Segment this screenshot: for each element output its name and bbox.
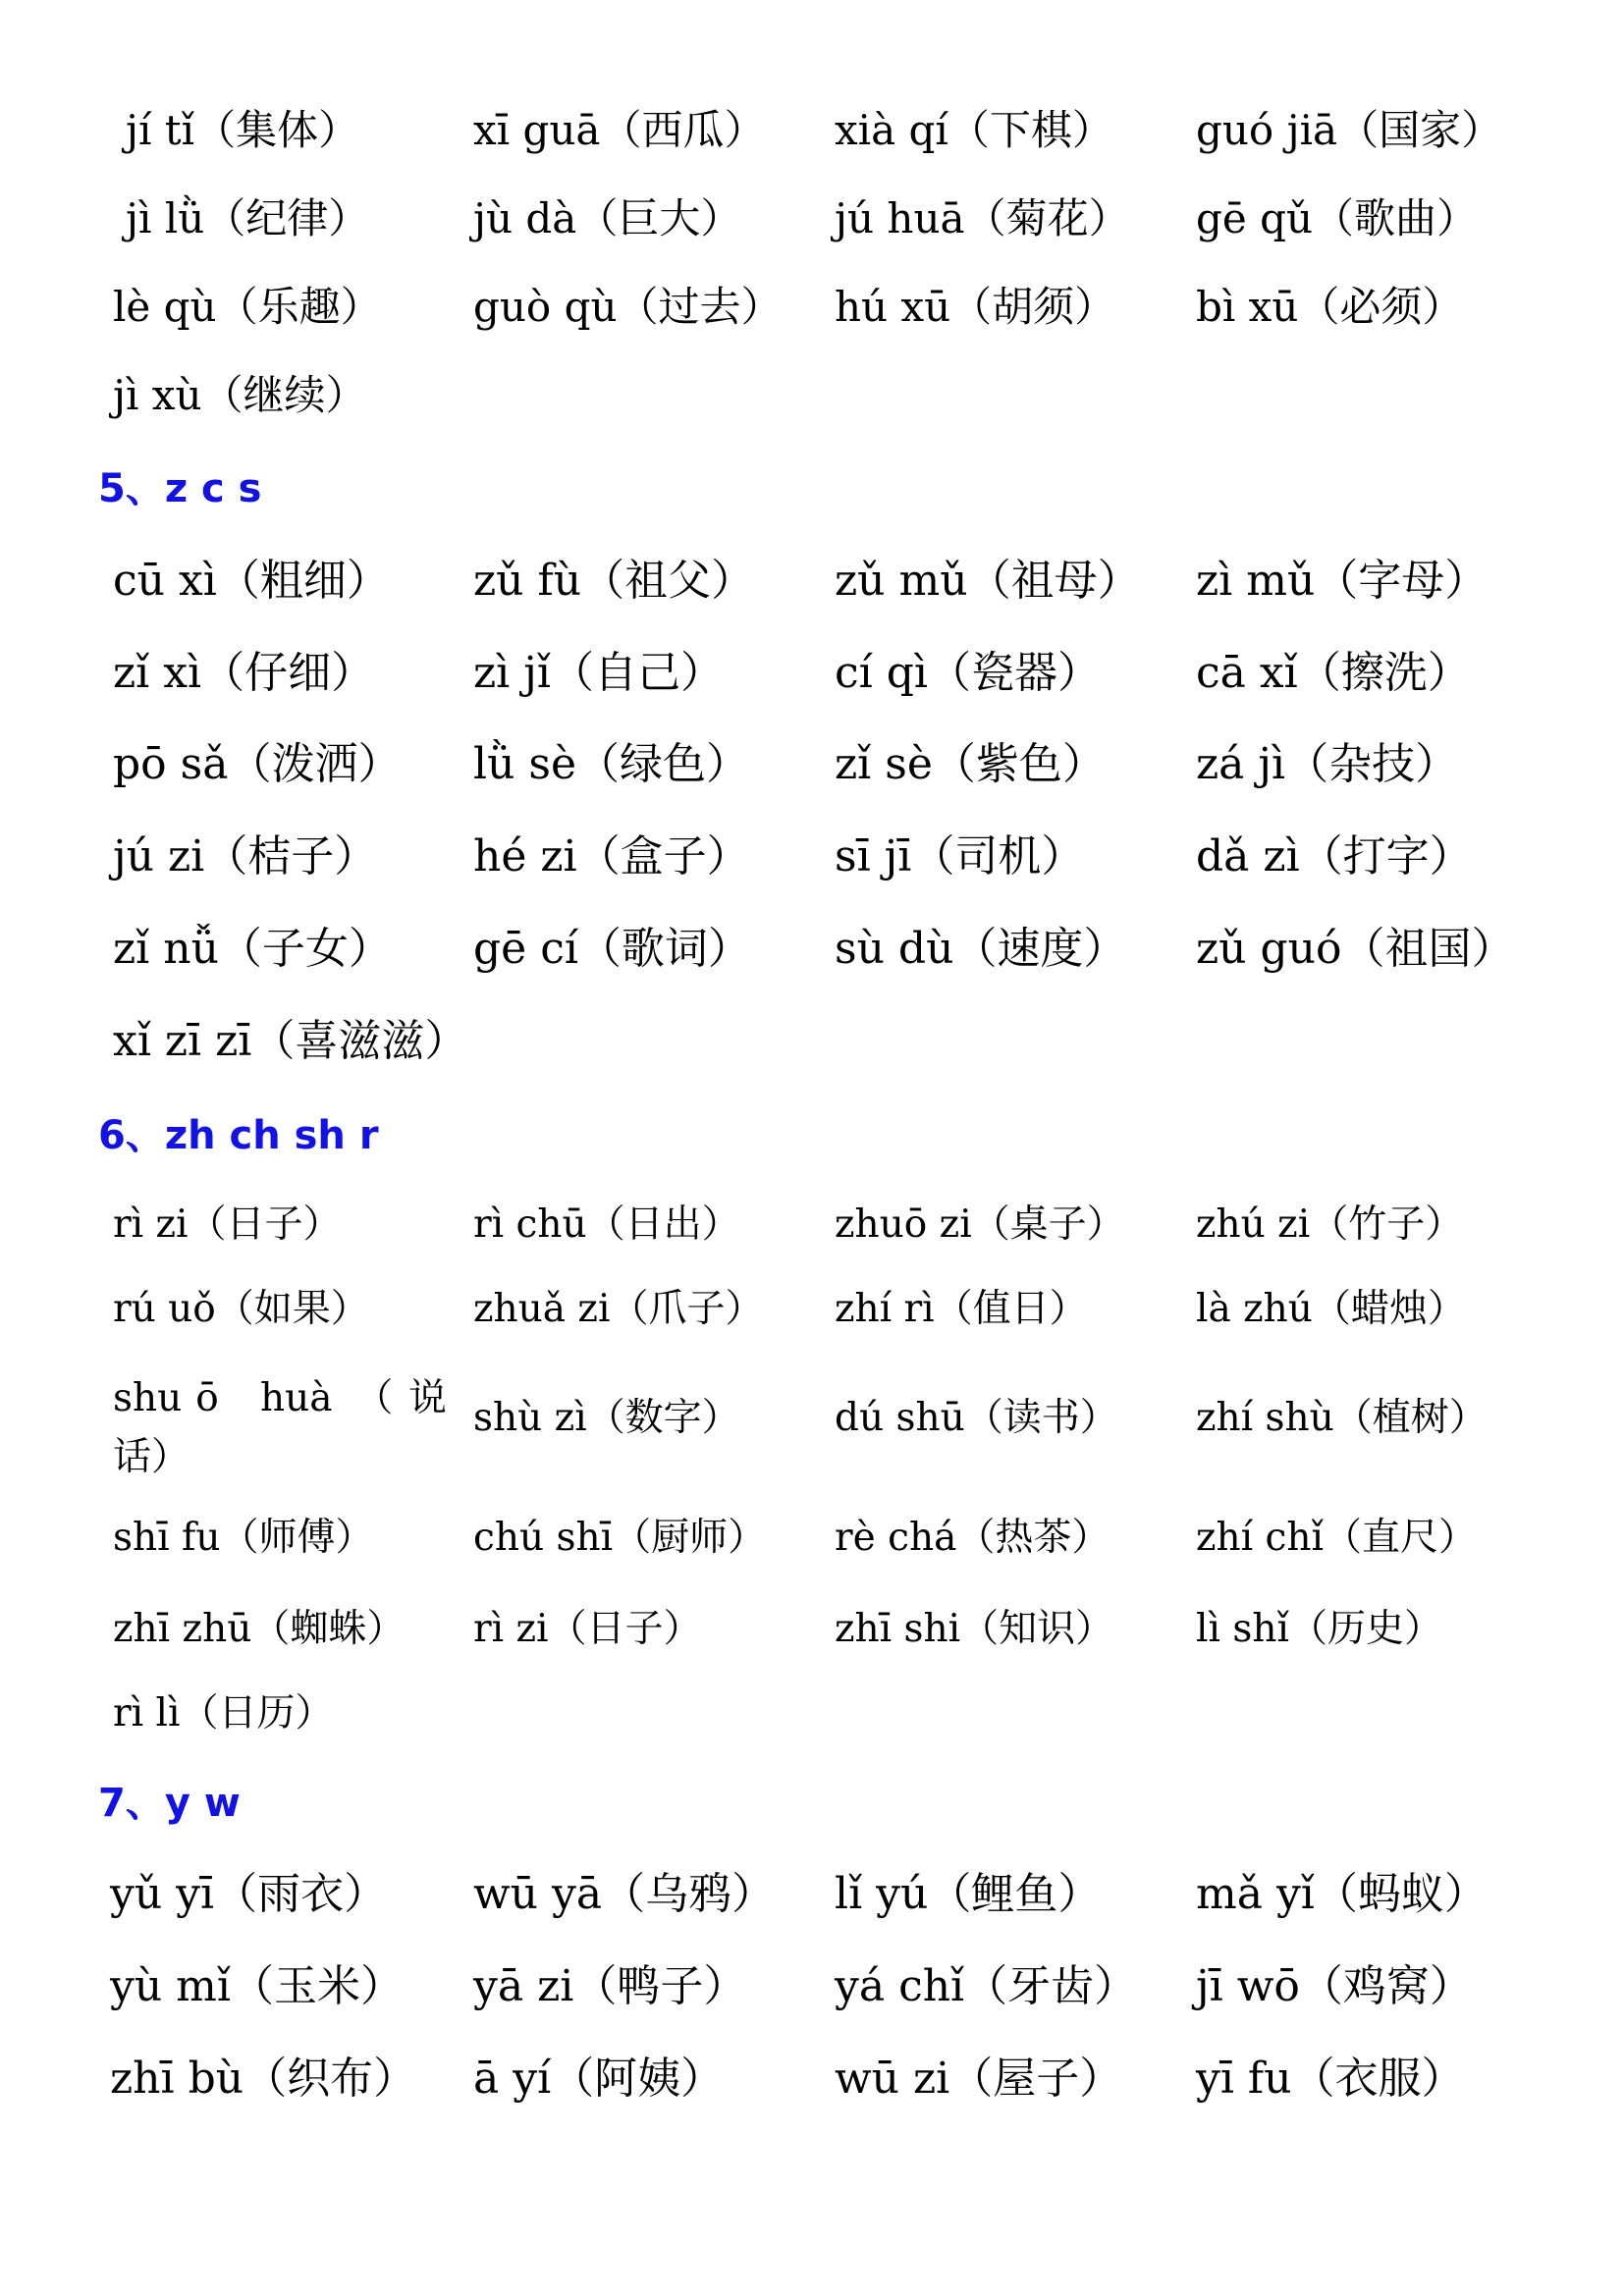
word-entry: jú huā（菊花） xyxy=(835,194,1130,242)
word-entry: xià qí（下棋） xyxy=(835,106,1113,154)
word-entry: shu ō huà （ 说话） xyxy=(113,1376,447,1479)
word-entry: lǜ sè（绿色） xyxy=(473,739,750,789)
word-entry: chú shī（厨师） xyxy=(473,1516,767,1560)
word-entry: zhī shi（知识） xyxy=(835,1607,1114,1651)
word-entry: jì xù（继续） xyxy=(113,371,367,419)
word-entry: shī fu（师傅） xyxy=(113,1516,374,1560)
word-entry: zá jì（杂技） xyxy=(1196,739,1459,789)
word-entry: xī guā（西瓜） xyxy=(473,106,766,154)
word-entry: zǔ fù（祖父） xyxy=(473,556,755,606)
word-entry: zhí shù（植树） xyxy=(1196,1396,1488,1440)
word-entry: rì zi（日子） xyxy=(113,1202,342,1247)
word-entry: cā xǐ（擦洗） xyxy=(1196,648,1471,698)
word-entry: zǐ xì（仔细） xyxy=(113,648,375,698)
word-entry: yǔ yī（雨衣） xyxy=(110,1869,388,1919)
word-entry: rì lì（日历） xyxy=(113,1691,334,1735)
word-entry: zǐ sè（紫色） xyxy=(835,739,1106,789)
word-entry: zhī zhū（蜘蛛） xyxy=(113,1607,406,1651)
word-entry: dú shū（读书） xyxy=(835,1396,1118,1440)
word-entry: guò qù（过去） xyxy=(473,283,783,331)
word-entry: yù mǐ（玉米） xyxy=(110,1961,404,2011)
word-entry: jì lǜ（纪律） xyxy=(126,194,370,242)
word-entry: jú zi（桔子） xyxy=(113,831,378,881)
word-entry: rè chá（热茶） xyxy=(835,1516,1110,1560)
word-entry: lǐ yú（鲤鱼） xyxy=(835,1869,1102,1919)
word-entry: cí qì（瓷器） xyxy=(835,648,1101,698)
word-entry: yá chǐ（牙齿） xyxy=(835,1961,1138,2011)
word-entry: là zhú（蜡烛） xyxy=(1196,1287,1466,1331)
word-entry: zhí chǐ（直尺） xyxy=(1196,1516,1477,1560)
section-heading: 6、zh ch sh r xyxy=(98,1113,379,1158)
word-entry: zhuō zi（桌子） xyxy=(835,1202,1125,1247)
word-entry: zì mǔ（字母） xyxy=(1196,556,1489,606)
word-entry: guó jiā（国家） xyxy=(1196,106,1503,154)
word-entry: yā zi（鸭子） xyxy=(473,1961,747,2011)
word-entry: jī wō（鸡窝） xyxy=(1196,1961,1473,2011)
word-entry: gē qǔ（歌曲） xyxy=(1196,194,1479,242)
word-entry: rì zi（日子） xyxy=(473,1607,702,1651)
section-heading: 5、z c s xyxy=(98,466,262,511)
word-entry: yī fu（衣服） xyxy=(1196,2054,1465,2104)
word-entry: zhú zi（竹子） xyxy=(1196,1202,1464,1247)
word-entry: wū zi（屋子） xyxy=(835,2054,1123,2104)
word-entry: sī jī（司机） xyxy=(835,831,1085,881)
word-entry: zì jǐ（自己） xyxy=(473,648,724,698)
word-entry: ā yí（阿姨） xyxy=(473,2054,725,2104)
word-entry: xǐ zī zī（喜滋滋） xyxy=(113,1016,468,1066)
word-entry: gē cí（歌词） xyxy=(473,924,751,974)
word-entry: rì chū（日出） xyxy=(473,1202,740,1247)
word-entry: shù zì（数字） xyxy=(473,1396,740,1440)
word-entry: zǐ nǚ（子女） xyxy=(113,924,392,974)
word-entry: jí tǐ（集体） xyxy=(126,106,360,154)
word-entry: lì shǐ（历史） xyxy=(1196,1607,1442,1651)
word-entry: rú uǒ（如果） xyxy=(113,1287,369,1331)
word-entry: cū xì（粗细） xyxy=(113,556,390,606)
word-entry: sù dù（速度） xyxy=(835,924,1127,974)
word-entry: jù dà（巨大） xyxy=(473,194,742,242)
word-entry: zhí rì（值日） xyxy=(835,1287,1088,1331)
word-entry: zhī bù（织布） xyxy=(110,2054,417,2104)
word-entry: zǔ guó（祖国） xyxy=(1196,924,1515,974)
word-entry: wū yā（乌鸦） xyxy=(473,1869,776,1919)
word-entry: zhuǎ zi（爪子） xyxy=(473,1287,764,1331)
section-heading: 7、y w xyxy=(98,1781,241,1826)
word-entry: bì xū（必须） xyxy=(1196,283,1464,331)
word-entry: lè qù（乐趣） xyxy=(113,283,382,331)
word-entry: pō sǎ（泼洒） xyxy=(113,739,402,789)
word-entry: dǎ zì（打字） xyxy=(1196,831,1473,881)
word-entry: hú xū（胡须） xyxy=(835,283,1116,331)
word-entry: mǎ yǐ（蚂蚁） xyxy=(1196,1869,1488,1919)
word-entry: hé zi（盒子） xyxy=(473,831,750,881)
word-entry: zǔ mǔ（祖母） xyxy=(835,556,1141,606)
